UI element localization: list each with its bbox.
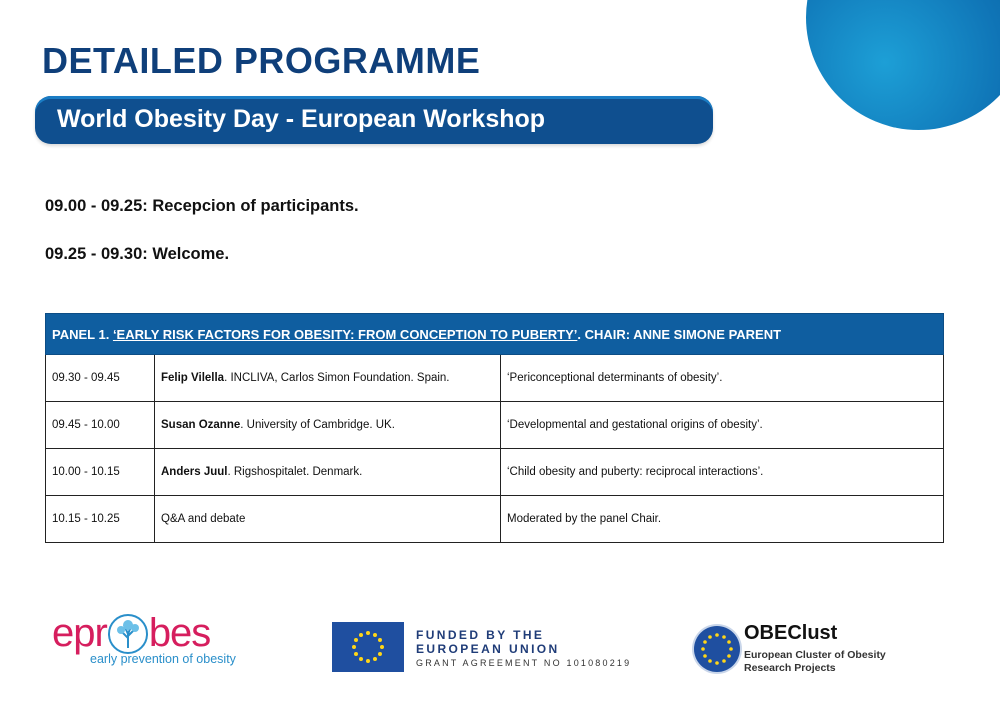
table-row [46, 355, 944, 402]
talk-cell: ‘Developmental and gestational origins of obesity’. [501, 402, 944, 449]
eu-funding-text: FUNDED BY THE EUROPEAN UNION GRANT AGREEMENT NO 101080219 [416, 628, 632, 668]
obeclust-logo-icon [694, 626, 740, 672]
speaker-cell [155, 355, 501, 402]
footer-logos [0, 612, 1000, 682]
speaker-affiliation: . Rigshospitalet. Denmark. [227, 466, 363, 478]
speaker-name: Anders Juul [161, 466, 228, 478]
panel-header-row [46, 314, 944, 355]
time-cell: 10.00 - 10.15 [46, 449, 155, 496]
speaker-affiliation: . University of Cambridge. UK. [240, 419, 395, 431]
eprobes-logo: epr bes early prevention of obesity [52, 611, 236, 666]
talk-cell: ‘Periconceptional determinants of obesity’. [501, 355, 944, 402]
speaker-cell [155, 402, 501, 449]
time-cell: 09.30 - 09.45 [46, 355, 155, 402]
hybrid-workshop-badge [806, 0, 1000, 130]
schedule-item-reception: 09.00 - 09.25: Recepcion of participants. [45, 197, 359, 215]
speaker-affiliation: . INCLIVA, Carlos Simon Foundation. Spain. [224, 372, 450, 384]
schedule-item-welcome: 09.25 - 09.30: Welcome. [45, 245, 230, 263]
time-cell: 09.45 - 10.00 [46, 402, 155, 449]
talk-cell: ‘Child obesity and puberty: reciprocal interactions’. [501, 449, 944, 496]
time-cell: 10.15 - 10.25 [46, 496, 155, 543]
page-title: DETAILED PROGRAMME [42, 40, 481, 81]
talk-cell: Moderated by the panel Chair. [501, 496, 944, 543]
panel-topic: ‘EARLY RISK FACTORS FOR OBESITY: FROM CONCEPTION TO PUBERTY’ [112, 326, 578, 342]
tree-icon [108, 614, 148, 654]
table-row [46, 449, 944, 496]
obeclust-subtitle: European Cluster of Obesity Research Projects [744, 649, 886, 674]
panel-chair: . CHAIR: ANNE SIMONE PARENT [577, 326, 782, 342]
speaker-name: Susan Ozanne [161, 419, 241, 431]
table-row [46, 402, 944, 449]
eu-flag-icon [332, 622, 404, 672]
speaker-affiliation: Q&A and debate [161, 513, 246, 525]
panel-table [45, 313, 944, 543]
speaker-cell [155, 496, 501, 543]
speaker-name: Felip Vilella [161, 372, 225, 384]
speaker-cell [155, 449, 501, 496]
table-row [46, 496, 944, 543]
obeclust-title: OBEClust [744, 622, 838, 644]
panel-header: PANEL 1. ‘EARLY RISK FACTORS FOR OBESITY: FROM CONCEPTION TO PUBERTY’. CHAIR: ANNE SIMONE PARENT [46, 314, 944, 355]
eprobes-tagline: early prevention of obesity [90, 652, 236, 666]
subtitle: World Obesity Day - European Workshop [57, 105, 546, 133]
subtitle-banner [35, 96, 713, 144]
